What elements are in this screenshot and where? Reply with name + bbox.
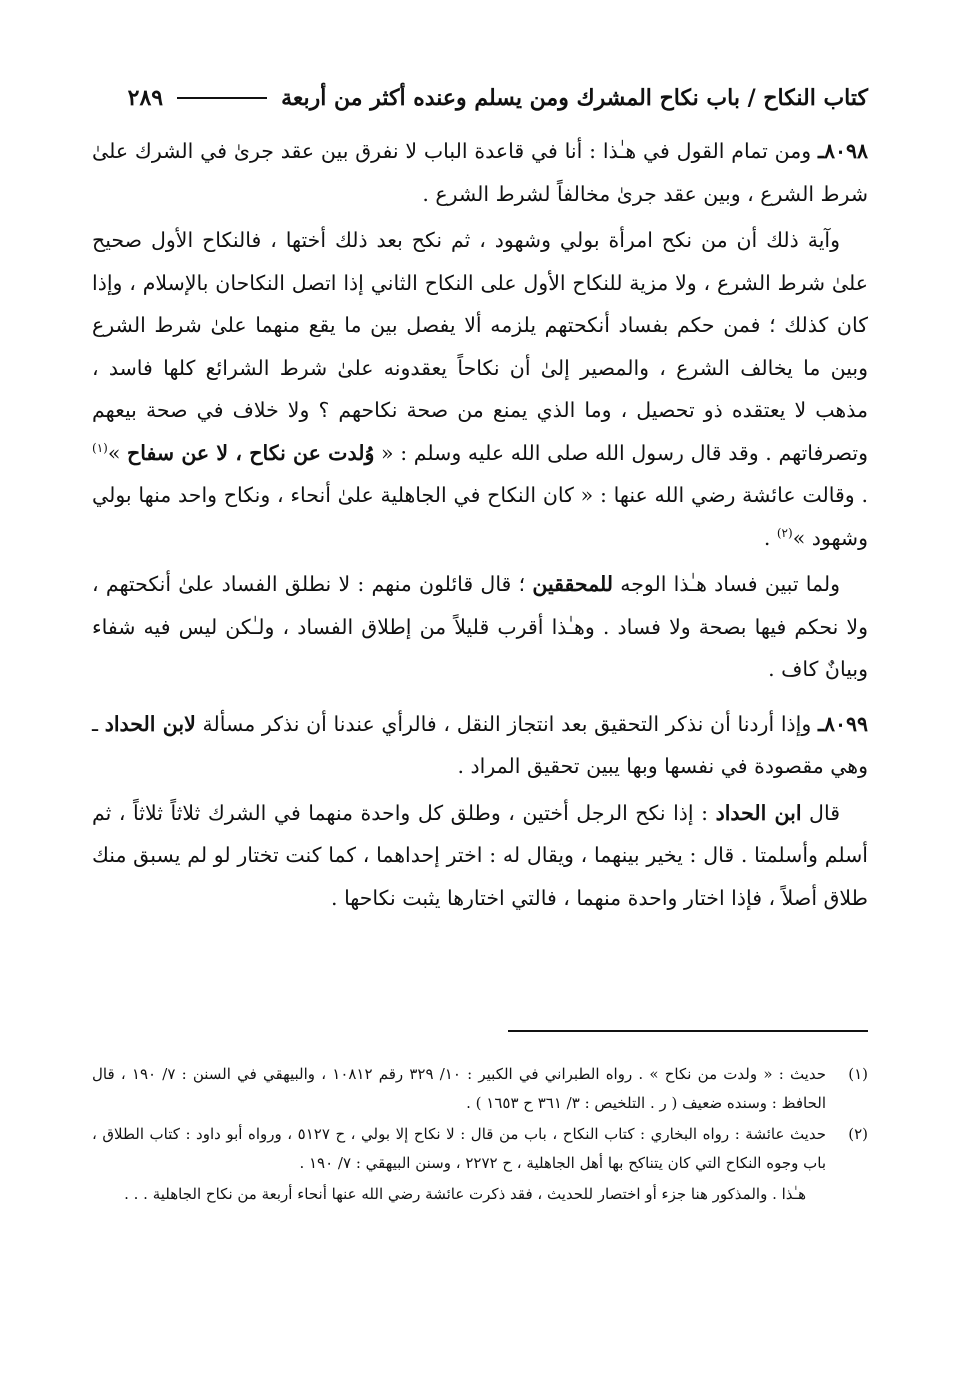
paragraph-muhaqqiqin — [92, 563, 868, 691]
paragraph-text: وإذا أردنا أن نذكر التحقيق بعد انتجاز النقل ، فالرأي عندنا أن نذكر مسألة — [195, 711, 818, 736]
page-header — [92, 78, 868, 118]
running-title: كتاب النكاح / باب نكاح المشرك ومن يسلم وعنده أكثر من أربعة — [281, 85, 868, 111]
paragraph-8099 — [92, 703, 868, 788]
bold-name: لابن الحداد — [104, 711, 196, 736]
footnote-ref-2[interactable]: (٢) — [776, 525, 793, 540]
paragraph-text: . وقالت عائشة رضي الله عنها : « كان النكاح في الجاهلية علىٰ أنحاء ، ونكاح واحد منها بولي وشهود » — [92, 483, 868, 550]
footnote-ref-1[interactable]: (١) — [92, 440, 108, 455]
footnote-separator — [508, 1030, 868, 1032]
paragraph-8098 — [92, 130, 868, 215]
bold-name: ابن الحداد — [715, 800, 802, 825]
paragraph-ibn-haddad — [92, 792, 868, 920]
issue-number: ٨٠٩٩ـ — [817, 711, 868, 736]
paragraph-text: ولما تبين فساد هـٰذا الوجه — [613, 572, 840, 596]
paragraph-text: . — [763, 525, 777, 550]
paragraph-text: : إذا نكح الرجل أختين ، وطلق كل واحدة منهما في الشرك ثلاثاً ثلاثاً ، ثم أسلم وأسلمتا . قال : يخير بينهما ، ويقال له : اختر إحداهما ، كما كنت تختار لو لم يسبق منك طلاق أصلاً ، فإذا اختار واحدة منهما ، فالتي اختارها يثبت نكاحها . — [92, 800, 868, 910]
footnote-text: حديث عائشة : رواه البخاري : كتاب النكاح ، باب من قال : لا نكاح إلا بولي ، ح ٥١٢٧ ، ورواه أبو داود : كتاب الطلاق ، باب وجوه النكاح التي كان يتناكح بها أهل الجاهلية ، ح ٢٢٧٢ ، وسنن البيهقي : ٧/ ١٩٠ . — [92, 1125, 826, 1172]
paragraph-text: قال — [801, 800, 840, 825]
main-text — [92, 130, 868, 923]
footnotes — [92, 1060, 868, 1209]
paragraph-text: ـ وهي مقصودة في نفسها وبها يبين تحقيق المراد . — [92, 711, 868, 778]
header-divider — [177, 97, 267, 99]
book-page — [92, 0, 868, 1396]
bold-term: للمحققين — [532, 572, 613, 596]
paragraph-text: وآية ذلك أن من نكح امرأة بولي وشهود ، ثم نكح بعد ذلك أختها ، فالنكاح الأول صحيح علىٰ شرط الشرع ، ولا مزية للنكاح الأول على النكاح الثاني إذا اتصل النكاحان بالإسلام ، وإذا كان كذلك ؛ فمن حكم بفساد أنكحتهم يلزمه ألا يفصل بين ما يقع منهما علىٰ شرط الشرع وبين ما يخالف الشرع ، والمصير إلىٰ أن نكاحاً يعقدونه علىٰ شرط الشرائع كلها فاسد ، مذهب لا يعتقده ذو تحصيل ، وما الذي يمنع من صحة نكاحهم ؟ ولا خلاف في صحة بيعهم وتصرفاتهم . وقد قال رسول الله صلى الله عليه وسلم : « — [92, 228, 868, 465]
hadith-quote: وُلدت عن نكاح ، لا عن سفاح — [127, 440, 375, 465]
footnote-1 — [92, 1060, 868, 1118]
footnote-2 — [92, 1120, 868, 1178]
footnote-text: حديث : « ولدت من نكاح » . رواه الطبراني في الكبير : ١٠/ ٣٢٩ رقم ١٠٨١٢ ، والبيهقي في السنن : ٧/ ١٩٠ ، قال الحافظ : وسنده ضعيف ( ر . التلخيص : ٣/ ٣٦١ ح ١٦٥٣ ) . — [92, 1065, 827, 1112]
issue-number: ٨٠٩٨ـ — [817, 139, 868, 163]
footnote-number: (٢) — [848, 1125, 868, 1143]
footnote-number: (١) — [848, 1065, 868, 1083]
footnote-2-note: هـٰذا . والمذكور هنا جزء أو اختصار للحديث ، فقد ذكرت عائشة رضي الله عنها أنحاء أربعة من نكاح الجاهلية . . . — [124, 1185, 806, 1203]
paragraph-text: ومن تمام القول في هـٰذا : أنا في قاعدة الباب لا نفرق بين عقد جرىٰ في الشرك علىٰ شرط الشرع ، وبين عقد جرىٰ مخالفاً لشرط الشرع . — [92, 139, 868, 206]
page-number: ٢٨٩ — [127, 85, 164, 111]
paragraph-text: » — [107, 440, 128, 465]
paragraph-text: ؛ قال قائلون منهم : لا نطلق الفساد علىٰ أنكحتهم ، ولا نحكم فيها بصحة ولا فساد . وهـٰذا أقرب قليلاً من إطلاق الفساد ، ولـٰكن ليس فيه شفاء وبيانٌ كاف . — [92, 572, 868, 681]
paragraph-evidence — [92, 219, 868, 559]
